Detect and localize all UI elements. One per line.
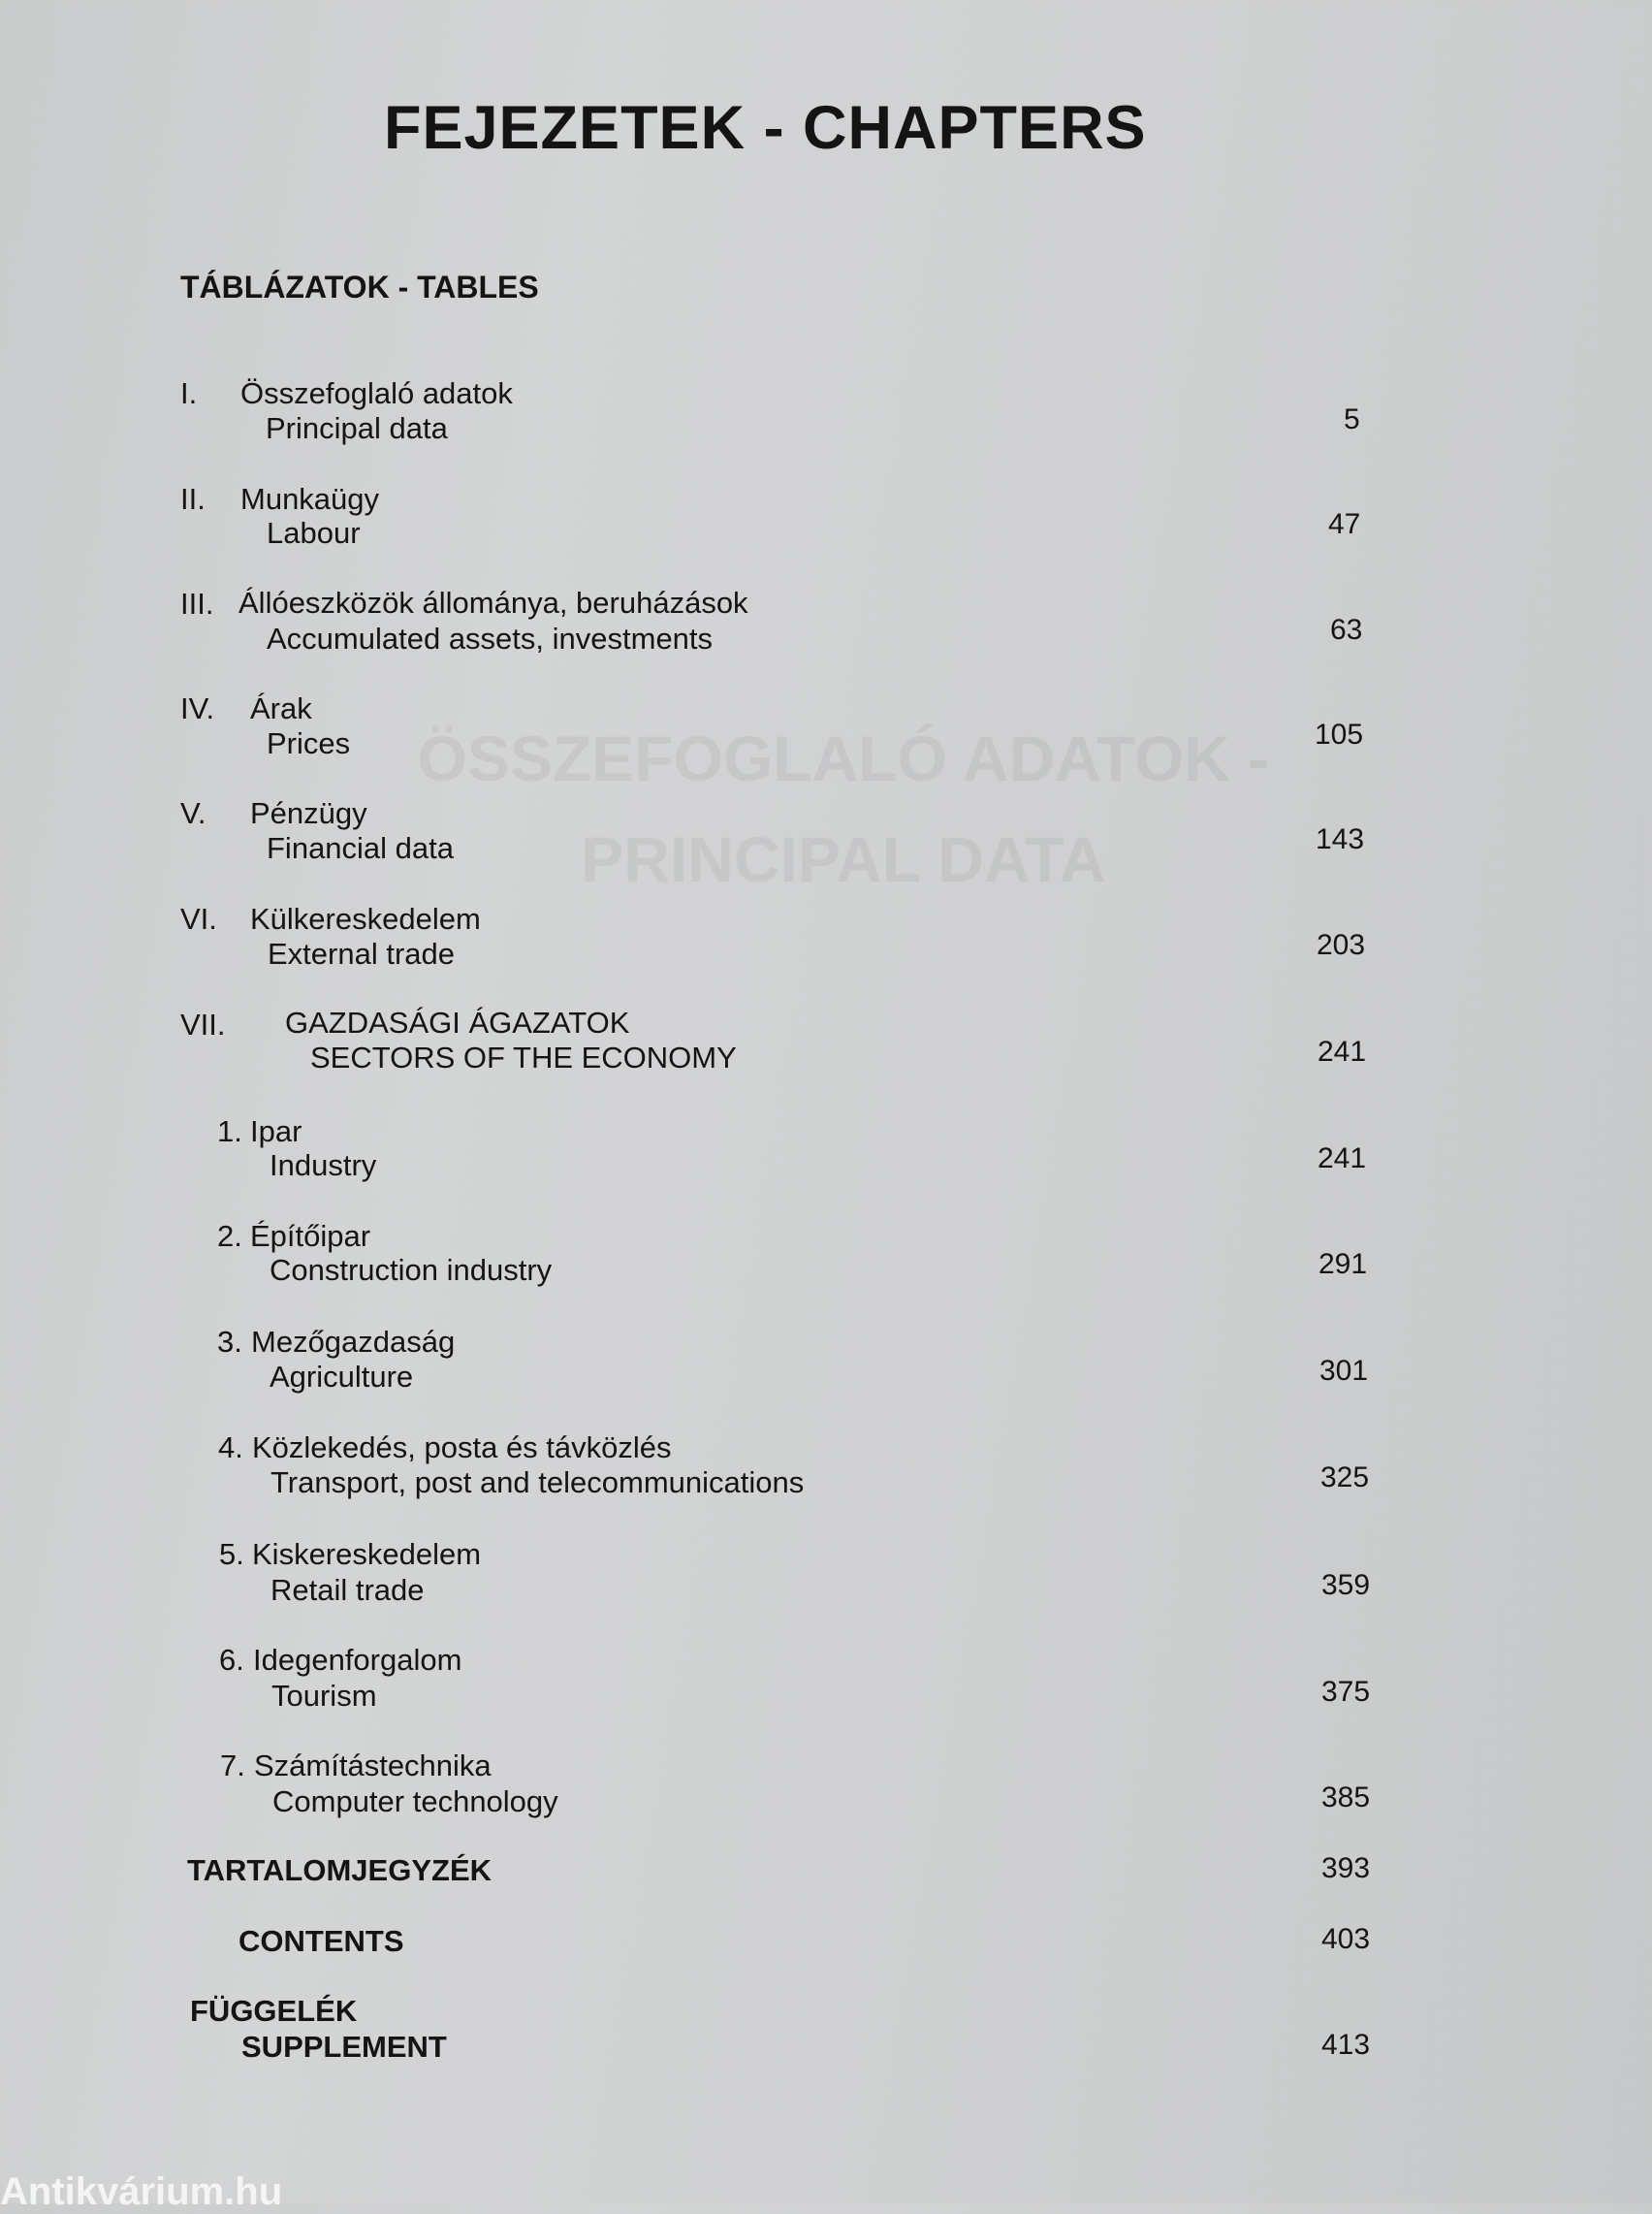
supplement-hu-heading: FÜGGELÉK [190,1994,358,2028]
entry-title-hu: Összefoglaló adatok [240,376,513,410]
footer-watermark: Antikvárium.hu [0,2170,283,2213]
entry-title-hu: Ipar [250,1114,302,1148]
entry-title-hu: Pénzügy [250,796,367,830]
entry-title-hu: Építőipar [250,1219,371,1253]
entry-number: 3. [217,1325,242,1359]
supplement-en-heading: SUPPLEMENT [241,2030,447,2064]
entry-title-en: Transport, post and telecommunications [270,1465,805,1499]
entry-number: 2. [217,1219,242,1253]
entry-page: 413 [1321,2029,1371,2061]
entry-title-en: Retail trade [270,1573,425,1607]
entry-title-en: Prices [267,726,351,760]
entry-number: VI. [180,902,217,936]
entry-title-hu: Árak [250,691,312,725]
entry-number: II. [180,482,206,516]
entry-page: 291 [1318,1248,1368,1280]
ghost-line-2: PRINCIPAL DATA [581,823,1106,895]
entry-title-hu: Állóeszközök állománya, beruházások [238,586,748,620]
entry-title-hu: GAZDASÁGI ÁGAZATOK [285,1006,630,1040]
entry-page: 393 [1321,1852,1371,1884]
entry-title-en: Construction industry [270,1253,553,1287]
section-heading: TÁBLÁZATOK - TABLES [180,270,539,305]
entry-number: 6. [219,1643,244,1677]
entry-page: 385 [1321,1781,1371,1813]
entry-title-hu: Számítástechnika [254,1749,492,1782]
entry-page: 241 [1318,1142,1367,1174]
entry-page: 359 [1321,1569,1371,1601]
entry-number: I. [180,376,198,410]
entry-page: 105 [1315,719,1364,751]
entry-number: 7. [220,1749,245,1782]
entry-number: IV. [180,691,215,725]
ghost-line-1: ÖSSZEFOGLALÓ ADATOK - [417,722,1270,794]
entry-number: VII. [180,1008,226,1042]
entry-title-en: Computer technology [272,1784,558,1818]
entry-page: 203 [1317,929,1366,961]
entry-page: 47 [1328,508,1361,540]
entry-title-hu: Kiskereskedelem [252,1537,482,1571]
page-title: FEJEZETEK - CHAPTERS [384,94,1147,162]
entry-title-hu: Mezőgazdaság [251,1325,456,1359]
entry-title-hu: Munkaügy [240,482,380,516]
entry-page: 241 [1318,1036,1367,1068]
entry-title-hu: Közlekedés, posta és távközlés [252,1430,672,1464]
contents-heading: CONTENTS [238,1924,404,1958]
ghost-print-through [359,708,1328,910]
entry-page: 375 [1321,1676,1371,1708]
entry-title-en: Tourism [271,1679,377,1713]
entry-page: 325 [1320,1461,1370,1493]
toc-hu-heading: TARTALOMJEGYZÉK [187,1853,492,1887]
entry-title-en: Industry [270,1148,377,1182]
entry-title-en: Agriculture [270,1360,414,1394]
entry-title-en: Principal data [266,411,448,445]
entry-title-en: Financial data [267,831,455,865]
entry-page: 5 [1344,403,1360,435]
entry-title-en: SECTORS OF THE ECONOMY [310,1041,737,1075]
entry-number: III. [180,587,214,621]
entry-number: 4. [218,1430,243,1464]
entry-title-hu: Idegenforgalom [253,1643,462,1677]
entry-page: 403 [1321,1923,1371,1955]
entry-title-hu: Külkereskedelem [250,902,481,936]
entry-number: 1. [217,1114,242,1148]
entry-page: 63 [1330,614,1363,646]
entry-page: 301 [1319,1355,1369,1387]
entry-title-en: Accumulated assets, investments [267,622,714,656]
entry-page: 143 [1316,823,1365,855]
entry-number: 5. [219,1537,244,1571]
entry-number: V. [180,796,206,830]
entry-title-en: External trade [268,937,455,971]
entry-title-en: Labour [267,516,361,550]
